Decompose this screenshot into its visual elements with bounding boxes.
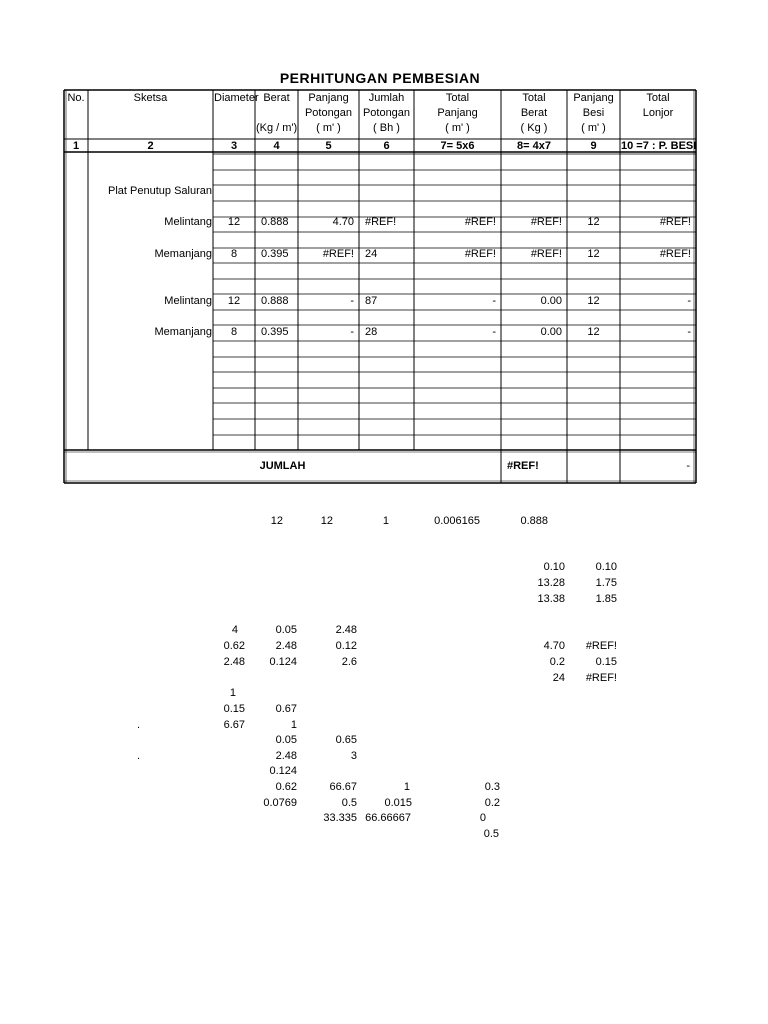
header-cell: Potongan [304,107,353,119]
table-cell: 12 [587,326,600,338]
table-cell: - [687,295,691,307]
table-cell: - [350,326,354,338]
worksheet-value: 0.5 [483,828,499,840]
worksheet-value: 0 [479,812,486,824]
table-cell: - [687,326,691,338]
worksheet-value: 1 [382,515,389,527]
header-cell: ( Kg ) [520,122,548,134]
worksheet-value: . [136,750,140,762]
header-cell: Berat [263,92,290,104]
table-cell: 12 [227,295,241,307]
row-label: Memanjang [154,248,212,260]
worksheet-value: #REF! [585,672,617,684]
worksheet-value: 66.66667 [365,812,411,824]
table-cell: 0.395 [261,326,289,338]
table-cell: 0.888 [261,216,289,228]
table-cell: 12 [587,216,600,228]
worksheet-value: 0.05 [275,624,297,636]
worksheet-value: 0.3 [484,781,500,793]
table-cell: - [492,295,496,307]
worksheet-value: 6.67 [223,719,245,731]
number-cell: 4 [273,140,280,152]
table-cell: 12 [227,216,241,228]
table-cell: #REF! [530,216,562,228]
total-label: JUMLAH [259,460,306,472]
worksheet-value: 0.2 [484,797,500,809]
number-cell: 3 [230,140,238,152]
worksheet-value: 0.67 [275,703,297,715]
table-cell: 0.888 [261,295,289,307]
worksheet-value: 2.48 [223,656,245,668]
header-cell: (Kg / m') [256,122,298,134]
header-cell: Potongan [362,107,411,119]
header-cell: Sketsa [133,92,168,104]
table-cell: 12 [587,295,600,307]
worksheet-value: 0.62 [223,640,245,652]
table-cell: - [350,295,354,307]
table-cell: #REF! [659,248,691,260]
sheet-title: PERHITUNGAN PEMBESIAN [279,70,481,86]
worksheet-value: . [136,719,140,731]
worksheet-value: 0.2 [549,656,565,668]
worksheet-value: 1 [290,719,297,731]
total-lonjor: - [686,460,690,472]
row-label: Melintang [164,216,212,228]
header-cell: Diameter [214,92,259,104]
worksheet-value: 1.75 [595,577,617,589]
header-cell: Panjang [308,92,349,104]
header-cell: Panjang [573,92,614,104]
number-cell: 1 [72,140,80,152]
table-cell: #REF! [464,216,496,228]
worksheet-value: 0.10 [543,561,565,573]
worksheet-value: 1 [403,781,410,793]
worksheet-value: 1.85 [595,593,617,605]
header-cell: No. [67,92,85,104]
table-cell: 8 [230,248,238,260]
total-berat: #REF! [507,460,539,472]
row-label: Memanjang [154,326,212,338]
table-cell: 87 [365,295,378,307]
number-cell: 2 [147,140,154,152]
table-cell: 4.70 [332,216,354,228]
worksheet-value: 0.124 [269,765,297,777]
worksheet-value: 0.15 [223,703,245,715]
worksheet-value: 0.006165 [434,515,480,527]
table-cell: #REF! [530,248,562,260]
worksheet-value: 66.67 [329,781,357,793]
number-cell: 7= 5x6 [440,140,475,152]
worksheet-value: 0.05 [275,734,297,746]
number-cell: 10 =7 : P. BESI [621,140,697,152]
worksheet-value: 1 [229,687,236,699]
worksheet-value: 33.335 [323,812,357,824]
header-cell: ( Bh ) [373,122,400,134]
worksheet-value: 0.0769 [263,797,297,809]
worksheet-value: 12 [320,515,333,527]
table-cell: - [492,326,496,338]
worksheet-value: 0.12 [335,640,357,652]
worksheet-value: 2.48 [275,750,297,762]
header-cell: ( m' ) [445,122,470,134]
header-cell: Total [522,92,546,104]
table-cell: 8 [230,326,238,338]
worksheet-value: #REF! [585,640,617,652]
header-cell: Panjang [437,107,478,119]
table-cell: 0.00 [540,295,562,307]
header-cell: Jumlah [368,92,405,104]
table-cell: #REF! [322,248,354,260]
worksheet-value: 24 [552,672,565,684]
header-cell: ( m' ) [581,122,606,134]
worksheet-value: 0.62 [275,781,297,793]
section-label: Plat Penutup Saluran [108,185,212,197]
worksheet-value: 4 [231,624,238,636]
worksheet-value: 2.6 [341,656,357,668]
worksheet-value: 0.10 [595,561,617,573]
table-cell: #REF! [365,216,397,228]
header-cell: Berat [520,107,548,119]
header-cell: Total [445,92,470,104]
worksheet-value: 0.15 [595,656,617,668]
worksheet-value: 4.70 [543,640,565,652]
worksheet-value: 12 [270,515,283,527]
header-cell: ( m' ) [316,122,341,134]
number-cell: 5 [325,140,332,152]
worksheet-value: 0.124 [269,656,297,668]
header-cell: Lonjor [642,107,674,119]
table-cell: 0.00 [540,326,562,338]
worksheet-value: 0.888 [520,515,548,527]
number-cell: 8= 4x7 [517,140,551,152]
number-cell: 9 [590,140,597,152]
worksheet-value: 2.48 [335,624,357,636]
table-cell: #REF! [659,216,691,228]
number-cell: 6 [383,140,390,152]
worksheet-value: 13.38 [537,593,565,605]
table-cell: #REF! [464,248,496,260]
table-cell: 24 [365,248,378,260]
table-cell: 28 [365,326,378,338]
worksheet-value: 13.28 [537,577,565,589]
header-cell: Besi [582,107,605,119]
table-cell: 0.395 [261,248,289,260]
worksheet-value: 0.65 [335,734,357,746]
table-cell: 12 [587,248,600,260]
worksheet-value: 2.48 [275,640,297,652]
header-cell: Total [646,92,670,104]
row-label: Melintang [164,295,212,307]
worksheet-value: 0.015 [384,797,412,809]
worksheet-value: 3 [350,750,357,762]
worksheet-value: 0.5 [341,797,357,809]
